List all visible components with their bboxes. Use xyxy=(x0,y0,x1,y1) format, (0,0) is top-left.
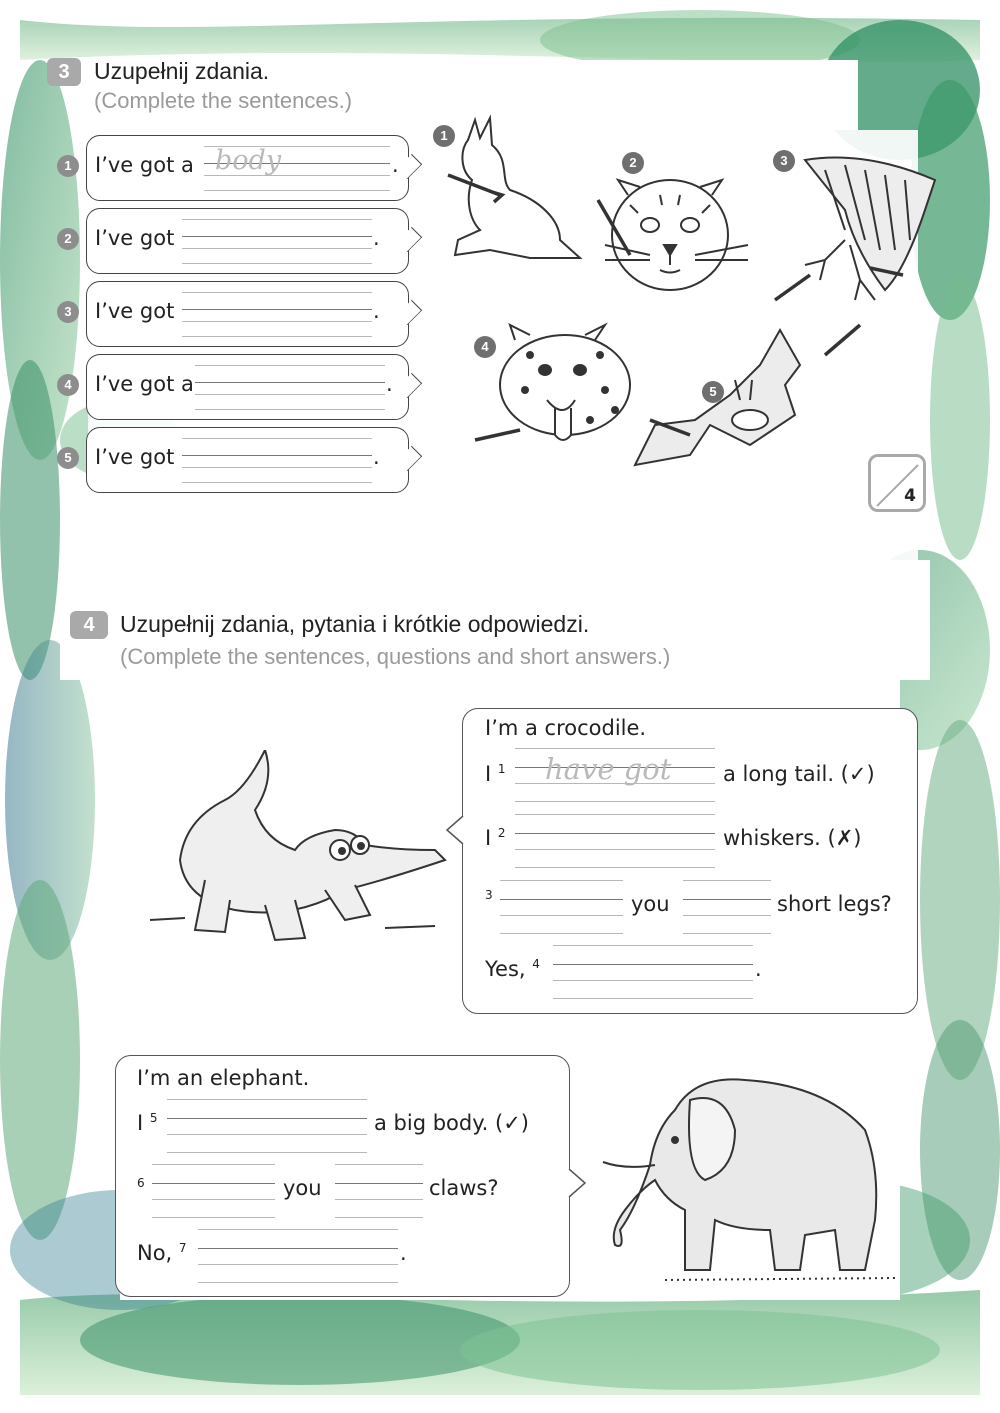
exercise-4-number: 4 xyxy=(70,611,108,639)
answer-example-1: body xyxy=(215,145,282,176)
item-number-2: 2 xyxy=(57,228,79,250)
picture-number-2: 2 xyxy=(622,152,644,174)
croc-line2-prefix: I xyxy=(485,826,492,850)
bird-claw-icon xyxy=(775,158,935,301)
answer-field-eleph-6b[interactable] xyxy=(335,1164,423,1218)
eleph-line5-suffix: a big body. (✓) xyxy=(374,1111,529,1135)
kangaroo-icon xyxy=(448,118,580,258)
croc-line3-suffix: short legs? xyxy=(777,892,892,916)
picture-number-3: 3 xyxy=(773,150,795,172)
eleph-line6-suffix: claws? xyxy=(429,1176,499,1200)
eleph-line6-number: 6 xyxy=(137,1176,145,1190)
eleph-line7-suffix: . xyxy=(400,1241,407,1265)
exercise-3-subtitle: (Complete the sentences.) xyxy=(94,88,353,113)
croc-line4-suffix: . xyxy=(755,957,762,981)
eleph-line7-number: 7 xyxy=(178,1241,187,1255)
score-value: 4 xyxy=(904,486,916,506)
elephant-intro: I’m an elephant. xyxy=(137,1066,310,1090)
eleph-line7-prefix: No, xyxy=(137,1241,173,1265)
answer-field-eleph-6a[interactable] xyxy=(152,1164,275,1218)
leopard-icon xyxy=(475,325,630,440)
sentence-bubble-2 xyxy=(86,208,409,274)
croc-line3-middle: you xyxy=(631,892,670,916)
answer-example-croc-1: have got xyxy=(545,752,672,786)
tiger-icon xyxy=(598,180,748,290)
sentence-text-4: I’ve got a xyxy=(95,372,194,396)
croc-line2-number: 2 xyxy=(497,826,506,840)
answer-field-4[interactable] xyxy=(195,365,385,411)
elephant-bubble-tail xyxy=(568,1168,586,1198)
item-number-5: 5 xyxy=(57,447,79,469)
exercise-4-subtitle: (Complete the sentences, questions and short answers.) xyxy=(120,644,671,669)
item-number-1: 1 xyxy=(57,155,79,177)
sentence-text-2: I’ve got xyxy=(95,226,175,250)
sentence-end-5: . xyxy=(373,445,380,469)
crocodile-illustration xyxy=(145,750,450,950)
sentence-end-1: . xyxy=(392,153,399,177)
croc-line1-number: 1 xyxy=(497,762,506,776)
bat-icon xyxy=(635,325,860,465)
eleph-line6-middle: you xyxy=(283,1176,322,1200)
answer-field-croc-4[interactable] xyxy=(553,945,753,999)
croc-line1-suffix: a long tail. (✓) xyxy=(723,762,875,786)
sentence-end-2: . xyxy=(373,226,380,250)
sentence-text-3: I’ve got xyxy=(95,299,175,323)
eleph-line5-prefix: I xyxy=(137,1111,144,1135)
eleph-line5-number: 5 xyxy=(149,1111,158,1125)
croc-line2-suffix: whiskers. (✗) xyxy=(723,826,862,850)
exercise-3-number: 3 xyxy=(47,58,81,86)
sentence-end-3: . xyxy=(373,299,380,323)
picture-number-1: 1 xyxy=(433,125,455,147)
crocodile-bubble-tail xyxy=(446,815,464,845)
exercise-3-title: Uzupełnij zdania. xyxy=(94,58,270,84)
croc-line4-number: 4 xyxy=(532,957,540,971)
croc-line4-prefix: Yes, xyxy=(485,957,526,981)
answer-field-3[interactable] xyxy=(182,292,372,338)
sentence-text-1: I’ve got a xyxy=(95,153,194,177)
answer-field-2[interactable] xyxy=(182,219,372,265)
answer-field-eleph-7[interactable] xyxy=(198,1229,398,1283)
answer-field-5[interactable] xyxy=(182,438,372,484)
sentence-text-5: I’ve got xyxy=(95,445,175,469)
elephant-illustration xyxy=(595,1070,900,1285)
picture-number-5: 5 xyxy=(702,381,724,403)
sentence-end-4: . xyxy=(386,372,393,396)
answer-field-croc-3b[interactable] xyxy=(683,880,771,934)
sentence-bubble-3 xyxy=(86,281,409,347)
item-number-3: 3 xyxy=(57,301,79,323)
answer-field-eleph-5[interactable] xyxy=(167,1099,367,1153)
exercise-3-illustrations xyxy=(430,110,950,510)
picture-number-4: 4 xyxy=(474,336,496,358)
answer-field-croc-3a[interactable] xyxy=(500,880,623,934)
crocodile-intro: I’m a crocodile. xyxy=(485,716,647,740)
exercise-4-title: Uzupełnij zdania, pytania i krótkie odpowiedzi. xyxy=(120,611,590,637)
score-box xyxy=(868,454,926,512)
sentence-bubble-4 xyxy=(86,354,409,420)
item-number-4: 4 xyxy=(57,374,79,396)
sentence-bubble-5 xyxy=(86,427,409,493)
answer-field-croc-2[interactable] xyxy=(515,814,715,868)
sentence-bubble-1 xyxy=(86,135,409,201)
croc-line3-number: 3 xyxy=(485,888,493,902)
croc-line1-prefix: I xyxy=(485,762,492,786)
